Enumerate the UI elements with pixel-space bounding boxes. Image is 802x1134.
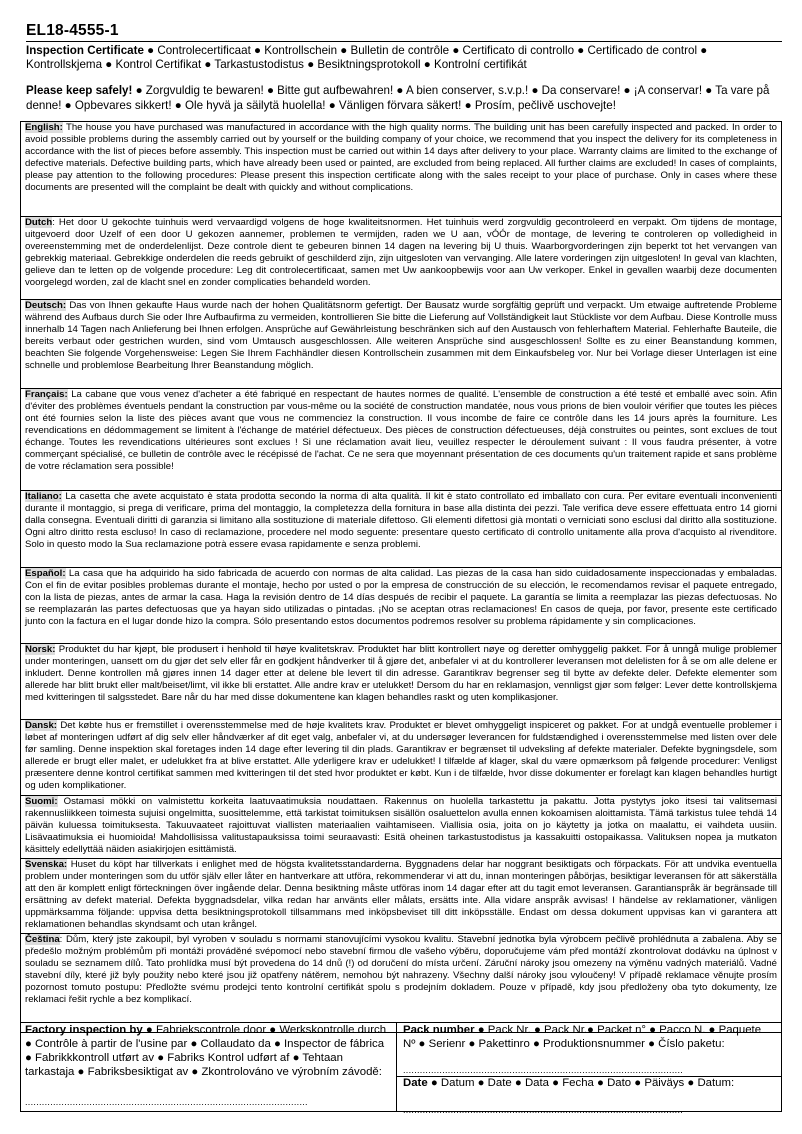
section-suomi: [21, 796, 781, 859]
section-label: Dutch: [25, 217, 53, 228]
language-sections: [20, 121, 782, 1033]
section-text: Ostamasi mökki on valmistettu korkeita laatuvaatimuksia noudattaen. Rakennus on huolella tarkastettu ja pakattu. Jotta pystytys joko itsesi tai valitsemasi rakennusliikkeen toimesta sujuisi ongelmitta, suosittelemme, että tarkistat toimituksen sisällön osaluettelon avulla ennen kokoamisen aloittamista. Tämä tarkistus tulee tehdä 14 päivän kuluessa toimituksesta. Takuuvaateet rajoittuvat viallisten materiaalien vaihtamiseen. Viallisia osia, joita on jo käytetty ja jotka on maalattu, ei vaihdeta uusiin. Lisävaatimuksia ei huomioida! Mahdollisissa valitustapauksissa toimi seuraavasti: Esitä oheinen tarkastustodistus ja kassakuitti ostopaikassa. Valituksen nopea ja mutkaton käsittely edellyttää näiden asiakirjojen esittämistä.: [25, 796, 777, 855]
date-translations: ● Datum ● Date ● Data ● Fecha ● Dato ● Päiväys ● Datum:: [427, 1076, 735, 1089]
factory-inspection-label: [25, 1024, 392, 1080]
section-svenska: [21, 859, 781, 934]
section-text: Das von Ihnen gekaufte Haus wurde nach der hohen Qualitätsnorm gefertigt. Der Bausatz wurde sorgfältig geprüft und verpackt. Um etwaige auftretende Probleme während des Aufbaus durch Sie oder Ihre Aufbaufirma zu vermeiden, kontrollieren Sie bitte die Lieferung auf Vollständigkeit laut Stückliste vor dem Aufbau. Diese Kontrolle muss innerhalb 14 Tagen nach Anlieferung bei Ihnen erfolgen. Ansprüche auf Gewährleistung beschränken sich auf den Austausch von fehlerhaftem Material. Fehlerhafte Bauteile, die bereits verbaut oder gestrichen wurden, sind vom Umtausch ausgeschlossen. Alle weiteren Ansprüche sind ausgeschlossen! Sollte es zu einer Beanstandung kommen, beachten Sie folgende Vorgehensweise: Legen Sie Ihrem Fachhändler diesen Kontrollschein zusammen mit dem Einkaufsbeleg vor. Nur bei Vorlage dieser Unterlagen ist eine schnelle und problemlose Bearbeitung Ihrer Beanstandung möglich.: [25, 300, 777, 371]
date-label: [403, 1077, 775, 1091]
document-code: EL18-4555-1: [26, 22, 119, 39]
pack-number-field[interactable]: ....................................................................................................: [403, 1064, 684, 1075]
pack-number-label: [403, 1024, 775, 1052]
keep-safe-title: Please keep safely!: [26, 84, 133, 98]
section-dansk: [21, 720, 781, 796]
keep-safe-translations: ● Zorgvuldig te bewaren! ● Bitte gut aufbewahren! ● A bien conserver, s.v.p.! ● Da conservare! ● ¡A conservar! ● Ta vare på denne! ● Opbevares sikkert! ● Ole hyvä ja säilytä huolella! ● Vänligen förvara säkert! ● Prosím, pečlivě uschovejte!: [26, 84, 770, 112]
date-field[interactable]: ....................................................................................................: [403, 1104, 684, 1115]
page-header: [26, 22, 782, 113]
date-row: [397, 1076, 781, 1115]
footer-signature-box: [20, 1022, 782, 1115]
section-label: English:: [25, 122, 63, 133]
section-label: Suomi:: [25, 796, 58, 807]
section-text: : Dům, který jste zakoupil, byl vyroben v souladu s normami stanovujícími vysokou kvalitu. Stavební jednotka byla výrobcem pečlivě prohlédnuta a zabalena. Aby se předešlo možným problémům při montáži prováděné svépomocí nebo stavební firmou dle vašeho výběru, doporučujeme vám před montáží zkontrolovat dodávku na úplnost v souladu se seznamem dílů. Tato prohlídka musí být provedena do 14 dnů (!) od doručení do místa určení. Záruční nároky jsou omezeny na výměnu vadných materiálů. Vadné stavební díly, které již byly použity nebo které jsou již opatřeny nátěrem, nemohou být nahrazeny. Všechny další nároky jsou vyloučeny! V případě reklamace věnujte prosím pozornost tomuto postupu: Předložte svému prodejci tento kontrolní certifikát spolu s prodejním dokladem. Pouze v případě, kdy jsou předloženy oba tyto dokumenty, lze reklamaci řešit rychle a bez komplikací.: [25, 934, 777, 1005]
section-italiano: [21, 491, 781, 568]
section-english: [21, 122, 781, 217]
pack-number-title: Pack number: [403, 1024, 475, 1036]
pack-date-cell: [397, 1023, 781, 1115]
factory-inspection-title: Factory inspection by: [25, 1024, 143, 1036]
certificate-title: Inspection Certificate: [26, 44, 144, 57]
section-norsk: [21, 644, 781, 720]
section-deutsch: [21, 300, 781, 389]
section-label: Čeština: [25, 934, 60, 945]
pack-number-translations: ● Pack Nr. ● Pack Nr.● Packet n° ● Pacco N. ● Paquete Nº ● Serienr ● Pakettinro ● Produktionsnummer ● Číslo paketu:: [403, 1024, 762, 1050]
section-espanol: [21, 568, 781, 644]
section-text: : Het door U gekochte tuinhuis werd vervaardigd volgens de hoge kwaliteitsnormen. Het tuinhuis werd zorgvuldig gecontroleerd en verpakt. Om tijdens de montage, uitgevoerd door Uzelf of een door U gekozen aannemer, problemen te vermijden, raden we U aan, vÓÓr de montage, de levering te controleren op volledigheid in overeenstemming met de onderdelenlijst. Deze controle dient te gebeuren binnen 14 dagen na levering bij U thuis. Waarborgvorderingen zijn beperkt tot het vervangen van gebrekkig materiaal. Gebrekkige onderdelen die reeds gebruikt of geschilderd zijn, zijn uitgesloten van vervanging. Alle latere vorderingen zijn uitgesloten! In geval van klachten, gelieve dan te letten op de volgende procedure: Leg dit controlecertificaat, samen met Uw aankoopbewijs voor aan Uw verkoper. Enkel in gevallen waarbij deze documenten voorgelegd worden, zal de klacht snel en zonder complicaties behandeld worden.: [25, 217, 777, 288]
section-cestina: [21, 934, 781, 1032]
section-text: Huset du köpt har tillverkats i enlighet med de högsta kvalitetsstandarderna. Byggnadens delar har noggrant besiktigats och förpackats. För att undvika eventuella problem under monteringen som du utför själv eller låter en hantverkare att utföra, rekommenderar vi att du, innan monteringen påbörjas, besiktigar leveransen för att säkerställa att den är komplett enligt förteckningen över ingående delar. Denna besiktning måste utföras inom 14 dagar efter att du tagit emot leveransen. Garantianspråk är begränsade till ersättning av defekt material. Defekta byggnadsdelar, vilka redan har använts eller målats, ersätts inte. Alla vidare anspråk avvisas! I händelse av reklamationer, vänligen uppmärksamma följande: uppvisa detta besiktningsprotokoll tillsammans med inköpsbeviset till ditt inköpsställe. Endast om dessa dokument uppvisas kan vi garantera att reklamationen behandlas skyndsamt och utan krångel.: [25, 859, 777, 930]
section-dutch: [21, 217, 781, 300]
section-text: Det købte hus er fremstillet i overensstemmelse med de høje kvalitets krav. Produktet er blevet omhyggeligt inspiceret og pakket. For at undgå eventuelle problemer i løbet af monteringen udført af dig selv eller håndværker af dit eget valg, anbefaler vi, at du undersøger leverancen for fuldstændighed i overensstemmelse med listen over dele før samling. Denne inspektion skal foretages inden 14 dage efter levering til din plads. Garantikrav er begrænset til udveksling af defekte materialer. Defekte bygningsdele, som allerede er brugt eller malet, er udelukket fra at blive erstattet. Alle yderligere krav er udelukket! I tilfælde af klager, skal du være opmærksom på følgende procedurer: Venligst præsentere denne kontrol certifikat sammen med kvitteringen til det sted hvor produktet er købt. Kun i de tilfælde, hvor disse dokumenter er forelagt kan klagen behandles hurtigt og uden komplikationer.: [25, 720, 777, 791]
section-text: Produktet du har kjøpt, ble produsert i henhold til høye kvalitetskrav. Produktet har blitt kontrollert nøye og deretter omhyggelig pakket. For å unngå mulige problemer under monteringen, uansett om du gjør det selv eller får en godkjent håndverker til å gjøre det, anbefaler vi at du kontrollerer leveransen mot delelisten for å se om alle delene er inkludert. Denne kontrollen må gjøres innen 14 dager etter at delene ble levert til din adresse. Garantikrav begrenser seg til bytte av defekte deler. Defekte elementer som allerede har blitt brukt eller malt/beiset/limt, vil ikke bli erstattet. Alle andre krav er utelukket! Dersom du har en reklamasjon, vennligst gjør som følger: Lever dette kontrollskjema med kvitteringen til salgsstedet. Bare når du har med disse dokumentene kan klagen behandles raskt og uten komplikasjoner.: [25, 644, 777, 703]
section-label: Svenska:: [25, 859, 68, 870]
keep-safe-line: [26, 84, 782, 112]
section-label: Italiano:: [25, 491, 62, 502]
factory-inspection-translations: ● Fabriekscontrole door ● Werkskontrolle durch ● Contrôle à partir de l'usine par ● Collaudato da ● Inspector de fábrica ● Fabrikkkontroll utført av ● Fabriks Kontrol udført af ● Tehtaan tarkastaja ● Fabriksbesiktigat av ● Zkontrolováno ve výrobním závodě:: [25, 1024, 387, 1078]
section-label: Français:: [25, 389, 68, 400]
section-text: La casetta che avete acquistato è stata prodotta secondo la norma di alta qualità. Il kit è stato controllato ed imballato con cura. Per evitare eventuali inconvenienti durante il montaggio, si prega di verificare, prima del montaggio, la completezza della fornitura in base alla distinta dei pezzi. Tale verifica deve essere effettuata entro 14 giorni dalla consegna. Eventuali diritti di garanzia si limitano alla sostituzione di materiale difettoso. Gli elementi difettosi già montati o verniciati sono esclusi dal diritto alla sostituzione. Ogni altro diritto resta escluso! In caso di reclamazione, procedere nel modo seguente: presentare questo certificato di controllo unitamente alla prova d'acquisto al rivenditore. Solo in questo modo la Sua reclamazione potrà essere evasa rapidamente e senza problemi.: [25, 491, 777, 550]
section-text: La cabane que vous venez d'acheter a été fabriqué en respectant de hautes normes de qualité. L'ensemble de construction a été testé et emballé avec soin. Afin d'éviter des problèmes éventuels pendant la construction par vous-même ou la société de construction mandatée, nous vous prions de bien vouloir vérifier que toutes les pièces ont été fournies selon la liste des pièces avant que vous ne commenciez la construction. Il vous incombe de faire ce contrôle dans les 14 jours après la fourniture. Les revendications en dédommagement se limitent à l'échange de matériel défectueux. Des pièces de construction défectueuses, déjà construites ou peintes, sont exclues de tout échange. Toutes les revendications ultérieures sont exclues ! Si une réclamation avait lieu, veuillez respecter le déroulement suivant : Il vous faudra présenter, à votre commerçant spécialisé, ce bulletin de contrôle avec le récépissé de l'achat. Ce ne sera que moyennant présentation de ces documents qu'un traitement rapide et sans problème de votre réclamation sera possible!: [25, 389, 777, 472]
certificate-title-line: [26, 44, 782, 72]
title-divider: [26, 41, 782, 42]
date-title: Date: [403, 1076, 428, 1089]
section-label: Español:: [25, 568, 66, 579]
section-label: Deutsch:: [25, 300, 67, 311]
certificate-translations: ● Controlecertificaat ● Kontrollschein ● Bulletin de contrôle ● Certificato di controllo ● Certificado de control ● Kontrollskjema ● Kontrol Certifikat ● Tarkastustodistus ● Besiktningsprotokoll ● Kontrolní certifikát: [26, 44, 708, 72]
factory-inspection-field[interactable]: .....................................................................................................: [25, 1097, 308, 1107]
factory-inspection-cell: [21, 1023, 397, 1111]
section-francais: [21, 389, 781, 491]
section-label: Dansk:: [25, 720, 57, 731]
section-label: Norsk:: [25, 644, 56, 655]
section-text: The house you have purchased was manufactured in accordance with the high quality norms. The building unit has been carefully inspected and packed. In order to avoid possible problems during the assembly carried out by yourself or the building company of your choice, we recommend that you inspect the delivery for its completeness in accordance with the list of pieces before assembly. This inspection must be carried out within 14 days after delivery to your place. Warranty claims are limited to the exchange of defective materials. Defective building parts, which have already been used or painted, are excluded from being replaced. All further claims are excluded! In cases of complaints, please pay attention to the following procedures: Please present this inspection certificate along with the sales receipt to your place of purchase. Only in cases where these documents are presented will the complaint be dealt with quickly and without complications.: [25, 122, 777, 193]
section-text: La casa que ha adquirido ha sido fabricada de acuerdo con normas de alta calidad. Las piezas de la casa han sido cuidadosamente inspeccionadas y embaladas. Con el fin de evitar posibles problemas durante el montaje, hecho por usted o por la empresa de construcción de su elección, le recomendamos revisar el paquete entregado, con la lista de piezas, antes de armar la casa. Haga la revisión dentro de 14 días después de recibir el paquete. La garantía se limita a reemplazar las piezas defectuosas. No se reemplazarán las partes defectuosas que ya hayan sido utilizadas o pintadas. ¡No se aceptan otras reclamaciones! En casos de queja, por favor, presente este certificado junto con la factura en el lugar donde hizo la compra. Sólo presentando estos documentos podremos resolver su problema rápidamente y sin complicaciones.: [25, 568, 777, 627]
